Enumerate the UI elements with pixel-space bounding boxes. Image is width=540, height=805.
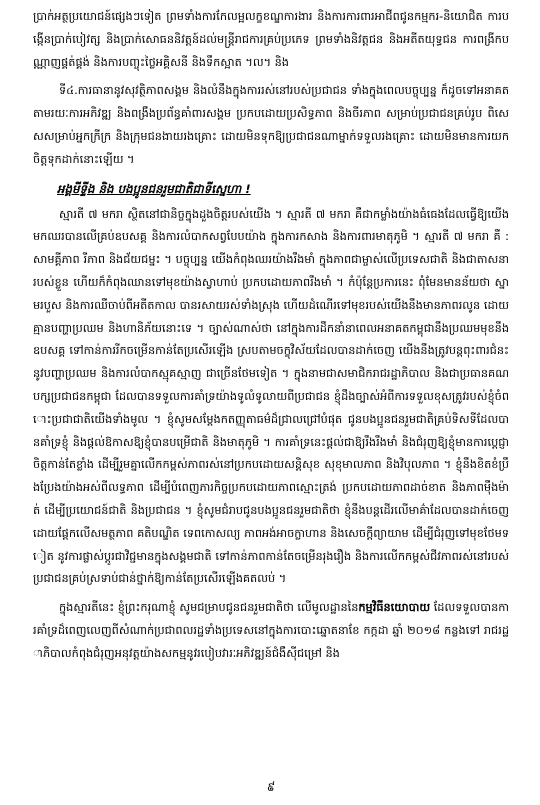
paragraph-political-program-start: ក្នុងស្មារតីនេះ ខ្ញុំព្រះករុណាខ្ញុំ សូមជម្រាបជូនជនរួមជាតិថា លើមូលដ្ឋាននៃ [59, 601, 359, 615]
paragraph-january-7-spirit: ស្មារតី ៧ មករា ស្ថិតនៅជានិច្ចក្នុងដួងចិត្តរបស់យើង ។ ស្មារតី ៧ មករា គឺជាកម្លាំងយ៉ាងធំធេងដែលធ្វើឱ្យយើងមកឈរបានលើគ្រប់ឧបសគ្គ និងការលំបាកសព្វបែបយ៉ាង ក្នុងការកសាង និងការពារមាតុភូមិ ។ ស្មារតី ៧ មករា គឺ : សាមគ្គីភាព រីភាព និងជ័យជម្នះ ។ បច្ចុប្បន្ន យើងកំពុងឈរយ៉ាងរឹងមាំ ក្នុងភាពជាម្ចាស់លើប្រទេសជាតិ និងជាតាសនារបស់ខ្លួន ហើយក៏កំពុងឈានទៅមុខយ៉ាងស្វាហាប់ ប្រកបដោយភាពរឹងមាំ ។ កំប៉ុន្តែប្រការនេះ ពុំមែនមានន័យថា ស្នាមរបួស និងការឈឺចាប់ពីអតីតកាល បានរសាយរស់ទាំងស្រុង ហើយដំណើរទៅមុខរបស់យើងនឹងមានភាពរលូន ដោយគ្មានបញ្ហាប្រឈម និងហានិភ័យនោះទេ ។ ច្បាស់ណាស់ថា នៅក្នុងការដឹកនាំនាពេលអនាគតកម្ពុជានឹងប្រឈមមុខនឹងឧបសគ្គ ទៅកាន់ការរីកចម្រើនកាន់តែប្រសើរឡើង ស្របតាមចក្ខុវិស័យដែលបានដាក់ចេញ យើងនឹងត្រូវបន្តពុះពារជំនះនូវបញ្ហាប្រឈម និងការលំបាកស្មុគស្មាញ ជាច្រើនថែមទៀត ។ ក្នុងនាមជាសមាជិករាជរដ្ឋាភិបាល និងជាប្រធានគណបក្សប្រជាជនកម្ពុជា ដែលបានទទួលការគាំទ្រយ៉ាងទូលំទូលាយពីប្រជាជន ខ្ញុំដឹងច្បាស់អំពីការទទួលខុសត្រូវរបស់ខ្ញុំចំពោះប្រជាជាតិយើងទាំងមូល ។ ខ្ញុំសូមសម្តែងកតញ្ញុតាធម៌ដ៏ជ្រាលជ្រៅបំផុត ជូនបងប្អូនជនរួមជាតិគ្រប់ទិសទីដែលបានគាំទ្រខ្ញុំ និងផ្តល់ឱកាសឱ្យខ្ញុំបានបម្រើជាតិ និងមាតុភូមិ ។ ការគាំទ្រនេះផ្តល់ជាឱ្យរឹងរឹងមាំ និងជំរុញឱ្យខ្ញុំមានការប្តេជ្ញាចិត្តកាន់តែខ្លាំង ដើម្បីរួមគ្នាលើកកម្ពស់ភាពរស់នៅប្រកបដោយសន្តិសុខ សុខុមាលភាព និងវិបុលភាព ។ ខ្ញុំនឹងខិតខំប្រឹងប្រែងយ៉ាងអស់ពីលទ្ធភាព ដើម្បីបំពេញភារកិច្ចប្រកបដោយភាពស្មោះត្រង់ ប្រកបដោយភាពដាច់ខាត និងភាពម៉ឺងម៉ាត់ ដើម្បីប្រយោជន៍ជាតិ និងប្រជាជន ។ ខ្ញុំសូមជំរាបជូនបងប្អូនជនរួមជាតិថា ខ្ញុំនឹងបន្តដើរលើមាគ៌ាដែលបានដាក់ចេញ ដោយផ្តែកលើសមត្ថភាព គតិបណ្ឌិត ទេពកោសល្យ ភាពអង់អាចក្លាហាន និងសេចក្តីព្យាយាម ដើម្បីជំរុញទៅមុខថែមទៀត នូវការផ្លាស់ប្តូរជាវិជ្ជមានក្នុងសង្គមជាតិ ទៅកាន់ភាពកាន់តែចម្រើនរុងរឿង និងការលើកកម្ពស់ជីវភាពរស់នៅរបស់ប្រជាជនគ្រប់ស្រទាប់ជាន់ថ្នាក់ឱ្យកាន់តែប្រសើរឡើងគតលប់ ។ [33, 207, 509, 586]
document-page [33, 6, 509, 796]
paragraph-political-program [33, 597, 509, 665]
paragraph-benefits: ប្រាក់អត្ថប្រយោជន៍ផ្សេងៗទៀត ព្រមទាំងការកែលម្អលក្ខខណ្ឌការងារ និងការការពារអាជីពជូនកម្មករ-និយោជិត ការបង្កើនប្រាក់បៀវត្ស និងប្រាក់សោធននិវត្តន៍ដល់មន្ត្រីរាជការគ្រប់ប្រភេទ ព្រមទាំងនិវត្តជន និងអតីតយុទ្ធជន ការពង្រីកបណ្ណាញផ្គត់ផ្គង់ និងការបញ្ចុះថ្លៃអគ្គិសនី និងទឹកស្អាត ។ល។ និង [33, 10, 509, 69]
paragraph-political-program-end: ដែលទទួលបានការគាំទ្រដ៏ពេញលេញពីសំណាក់ប្រជាពលរដ្ឋទាំងប្រទេសនៅក្នុងការបោះឆ្នោតនាខែ កក្កដា ឆ្នាំ ២០១៨ កន្លងទៅ រាជរដ្ឋាភិបាលកំពុងជំរុញអនុវត្តយ៉ាងសកម្មនូវរបៀបវារៈអភិវឌ្ឍន៍ជំងឺស៊ីជម្រៅ និង [33, 601, 509, 660]
political-program-bold-phrase: កម្មវិធីនយោបាយ [358, 601, 431, 615]
page-number: ៩ [266, 780, 276, 794]
paragraph-social-protection: ទី៤.ការធានានូវសុវត្ថិភាពសង្គម និងលំនឹងក្នុងការរស់នៅរបស់ប្រជាជន ទាំងក្នុងពេលបច្ចុប្បន្ន ក៏ដូចទៅអនាគត តាមរយៈការអភិវឌ្ឍ និងពង្រឹងប្រព័ន្ធគាំពារសង្គម ប្រកបដោយប្រសិទ្ធភាព និងចីរភាព សម្រាប់ប្រជាជនគ្រប់រូប ពិសេសសម្រាប់អ្នកក្រីក្រ និងក្រុមជនងាយរងគ្រោះ ដោយមិនទុកឱ្យប្រជាជនណាម្នាក់ទទួលរងគ្រោះ ដោយមិនមានការយកចិត្តទុកដាក់នោះឡើយ ។ [33, 84, 509, 166]
section-heading: អង្គមីទ្ទីង និង បងប្អូនជនរួមជាតិជាទីស្នេហា ! [57, 181, 251, 196]
